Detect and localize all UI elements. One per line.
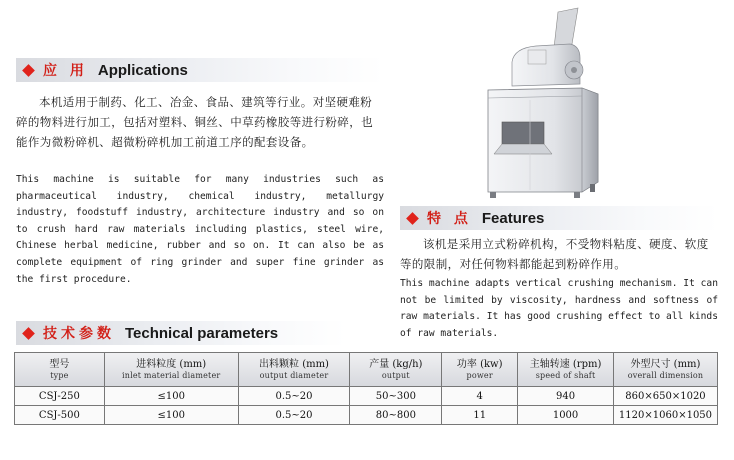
table-cell: ≤100 bbox=[104, 387, 238, 406]
table-row bbox=[15, 387, 718, 406]
applications-title-zh: 应 用 bbox=[43, 63, 88, 79]
table-cell: ≤100 bbox=[104, 406, 238, 425]
red-diamond-icon bbox=[22, 64, 35, 77]
applications-heading bbox=[16, 58, 384, 82]
red-diamond-icon bbox=[22, 327, 35, 340]
table-cell: 0.5~20 bbox=[238, 406, 350, 425]
features-text-en: This machine adapts vertical crushing mechanism. It can not be limited by viscosity, hardness and softness of raw materials. It has good crushing effect to all kinds of raw materials. bbox=[400, 278, 718, 339]
column-header: 产量 (kg/h) output bbox=[350, 353, 442, 387]
applications-text-en: This machine is suitable for many industries such as pharmaceutical industry, chemical industry, metallurgy industry, foodstuff industry, architecture industry and so on to crush hard raw materials including plastics, steel wire, Chinese herbal medicine, rubber and so on. It can also be as complete equipment of ring grinder and super fine grinder as the first procedure. bbox=[16, 174, 384, 285]
features-title-en: Features bbox=[481, 209, 545, 227]
table-header-row bbox=[15, 353, 718, 387]
table-cell: 11 bbox=[442, 406, 518, 425]
crusher-machine-image bbox=[470, 4, 620, 200]
features-heading bbox=[400, 206, 718, 230]
technical-parameters-table bbox=[14, 352, 718, 425]
features-text-zh: 该机是采用立式粉碎机构，不受物料粘度、硬度、软度等的限制，对任何物料都能起到粉碎作用。 bbox=[400, 237, 709, 271]
applications-title-en: Applications bbox=[97, 61, 188, 79]
applications-text-zh: 本机适用于制药、化工、冶金、食品、建筑等行业。对坚硬难粉碎的物料进行加工，包括对塑料、铜丝、中草药橡胶等进行粉碎，也能作为微粉碎机、超微粉碎机加工前道工序的配套设备。 bbox=[16, 95, 373, 149]
table-cell: 50~300 bbox=[350, 387, 442, 406]
table-cell: 1120×1060×1050 bbox=[613, 406, 717, 425]
technical-title-zh: 技术参数 bbox=[43, 326, 115, 342]
table-cell: CSJ-250 bbox=[15, 387, 105, 406]
column-header: 功率 (kw) power bbox=[442, 353, 518, 387]
column-header: 出料颗粒 (mm) output diameter bbox=[238, 353, 350, 387]
table-cell: 80~800 bbox=[350, 406, 442, 425]
features-title-zh: 特 点 bbox=[427, 211, 472, 227]
technical-title-en: Technical parameters bbox=[125, 324, 279, 342]
table-cell: 4 bbox=[442, 387, 518, 406]
column-header: 型号 type bbox=[15, 353, 105, 387]
table-row bbox=[15, 406, 718, 425]
table-cell: 940 bbox=[518, 387, 614, 406]
table-cell: 1000 bbox=[518, 406, 614, 425]
column-header: 进料粒度 (mm) inlet material diameter bbox=[104, 353, 238, 387]
column-header: 外型尺寸 (mm) overall dimension bbox=[613, 353, 717, 387]
technical-heading bbox=[16, 321, 346, 345]
column-header: 主轴转速 (rpm) speed of shaft bbox=[518, 353, 614, 387]
table-cell: 0.5~20 bbox=[238, 387, 350, 406]
table-cell: CSJ-500 bbox=[15, 406, 105, 425]
red-diamond-icon bbox=[406, 212, 419, 225]
table-cell: 860×650×1020 bbox=[613, 387, 717, 406]
